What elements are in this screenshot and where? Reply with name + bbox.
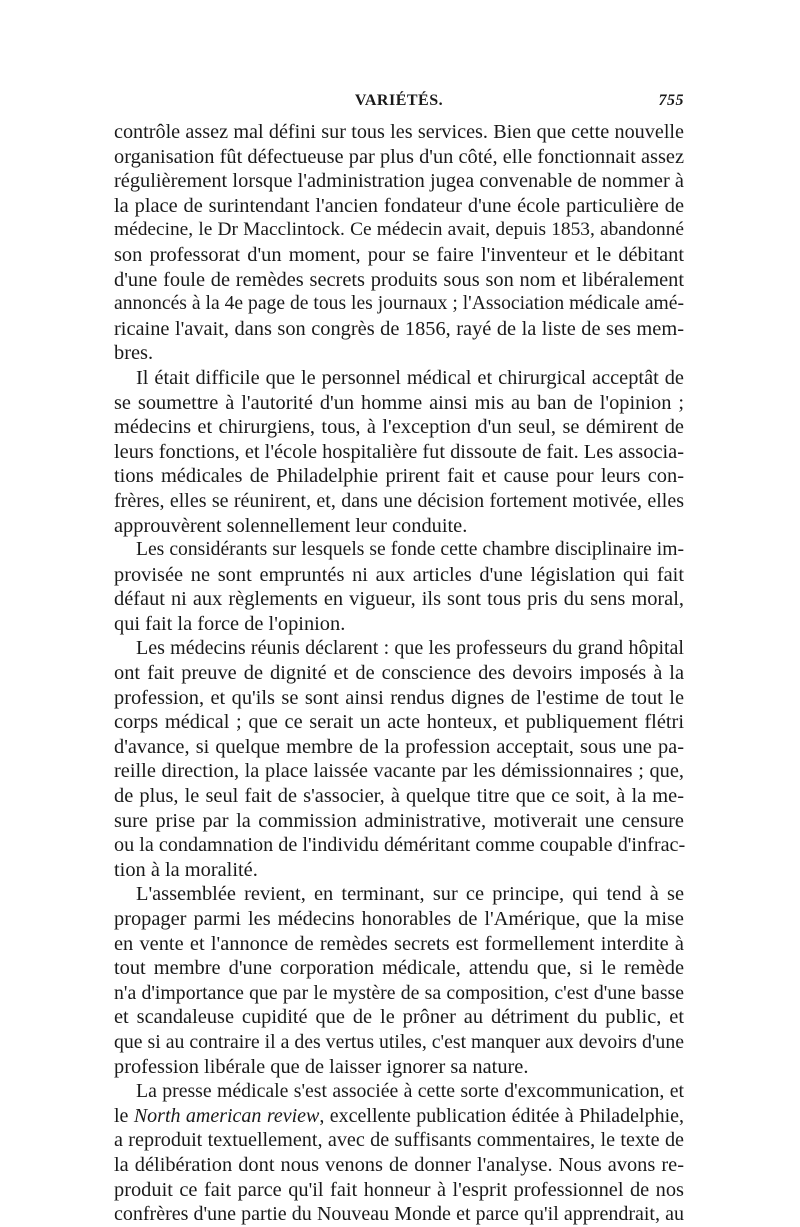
text-line: reille direction, la place laissée vacante par les démissionnaires ; que, [114,760,684,783]
text-line: organisation fût défectueuse par plus d'un côté, elle fonctionnait assez [114,145,684,168]
running-head-title: VARIÉTÉS. [354,92,444,109]
text-line: La presse médicale s'est associée à cette sorte d'excommunication, et [136,1080,684,1103]
text-line: approuvèrent solennellement leur conduite. [114,514,468,537]
text-line: Les considérants sur lesquels se fonde cette chambre disciplinaire im- [136,539,684,561]
text-line: profession libérale que de laisser ignorer sa nature. [114,1055,529,1078]
text-line: tion à la moralité. [114,858,258,881]
document-page [114,92,684,1227]
text-line: annoncés à la 4e page de tous les journaux ; l'Association médicale amé- [114,293,684,315]
text-line: Il était difficile que le personnel médical et chirurgical acceptât de [136,366,684,389]
paragraph [114,366,684,538]
text-line: de plus, le seul fait de s'associer, à quelque titre que ce soit, à la me- [114,785,684,808]
paragraph [114,636,684,882]
text-line: Les médecins réunis déclarent : que les professeurs du grand hôpital [136,637,684,660]
text-line: frères, elles se réunirent, et, dans une décision fortement motivée, elles [114,489,684,512]
text-line: défaut ni aux règlements en vigueur, ils sont tous pris du sens moral, [114,588,684,611]
text-line: ou la condamnation de l'individu déméritant comme coupable d'infrac- [114,834,686,857]
text-line: médecins et chirurgiens, tous, à l'exception d'un seul, se démirent de [114,416,684,439]
text-line: ont fait preuve de dignité et de conscience des devoirs imposés à la [114,662,684,685]
text-line: médecine, le Dr Macclintock. Ce médecin avait, depuis 1853, abandonné [114,219,684,241]
text-line: propager parmi les médecins honorables de l'Amérique, que la mise [114,908,684,930]
text-line: le North american review, excellente publication éditée à Philadelphie, [114,1104,684,1127]
text-line: corps médical ; que ce serait un acte honteux, et publiquement flétri [114,711,684,734]
text-line: profession, et qu'ils se sont ainsi rendus dignes de l'estime de tout le [114,686,684,709]
text-line: n'a d'importance que par le mystère de sa composition, c'est d'une basse [114,981,684,1004]
paragraph [114,120,684,366]
paragraph [114,1079,684,1227]
text-line: d'une foule de remèdes secrets produits sous son nom et libéralement [114,268,684,291]
journal-title: North american review [133,1104,320,1127]
page-number: 755 [658,92,684,109]
text-line: se soumettre à l'autorité d'un homme ainsi mis au ban de l'opinion ; [114,391,684,414]
paragraph [114,538,684,636]
text-line: qui fait la force de l'opinion. [114,612,346,635]
body-text [114,120,684,1227]
text-line: et scandaleuse cupidité que de le prôner au détriment du public, et [114,1006,684,1029]
text-line: son professorat d'un moment, pour se faire l'inventeur et le débitant [114,243,684,266]
text-line: bres. [114,342,154,365]
text-line: la délibération dont nous venons de donner l'analyse. Nous avons re- [114,1153,684,1176]
text-line: la place de surintendant l'ancien fondateur d'une école particulière de [114,194,684,217]
text-line: ricaine l'avait, dans son congrès de 1856, rayé de la liste de ses mem- [114,317,684,340]
text-line: tions médicales de Philadelphie prirent fait et cause pour leurs con- [114,465,684,488]
text-line: contrôle assez mal défini sur tous les services. Bien que cette nouvelle [114,121,684,143]
text-line: tout membre d'une corporation médicale, attendu que, si le remède [114,957,684,980]
text-line: leurs fonctions, et l'école hospitalière fut dissoute de fait. Les associa- [114,440,684,463]
running-head [114,92,684,120]
text-line: en vente et l'annonce de remèdes secrets est formellement interdite à [114,932,684,955]
text-line: a reproduit textuellement, avec de suffisants commentaires, le texte de [114,1129,684,1152]
text-line: produit ce fait parce qu'il fait honneur à l'esprit professionnel de nos [114,1178,684,1201]
text-line: sure prise par la commission administrative, motiverait une censure [114,809,684,832]
text-line: confrères d'une partie du Nouveau Monde et parce qu'il apprendrait, au [114,1203,684,1226]
text-line: L'assemblée revient, en terminant, sur ce principe, qui tend à se [136,883,684,906]
text-line: provisée ne sont empruntés ni aux articles d'une législation qui fait [114,563,684,586]
text-line: d'avance, si quelque membre de la profession acceptait, sous une pa- [114,735,684,758]
paragraph [114,882,684,1079]
text-line: régulièrement lorsque l'administration jugea convenable de nommer à [114,170,684,193]
text-line: que si au contraire il a des vertus utiles, c'est manquer aux devoirs d'une [114,1030,684,1053]
